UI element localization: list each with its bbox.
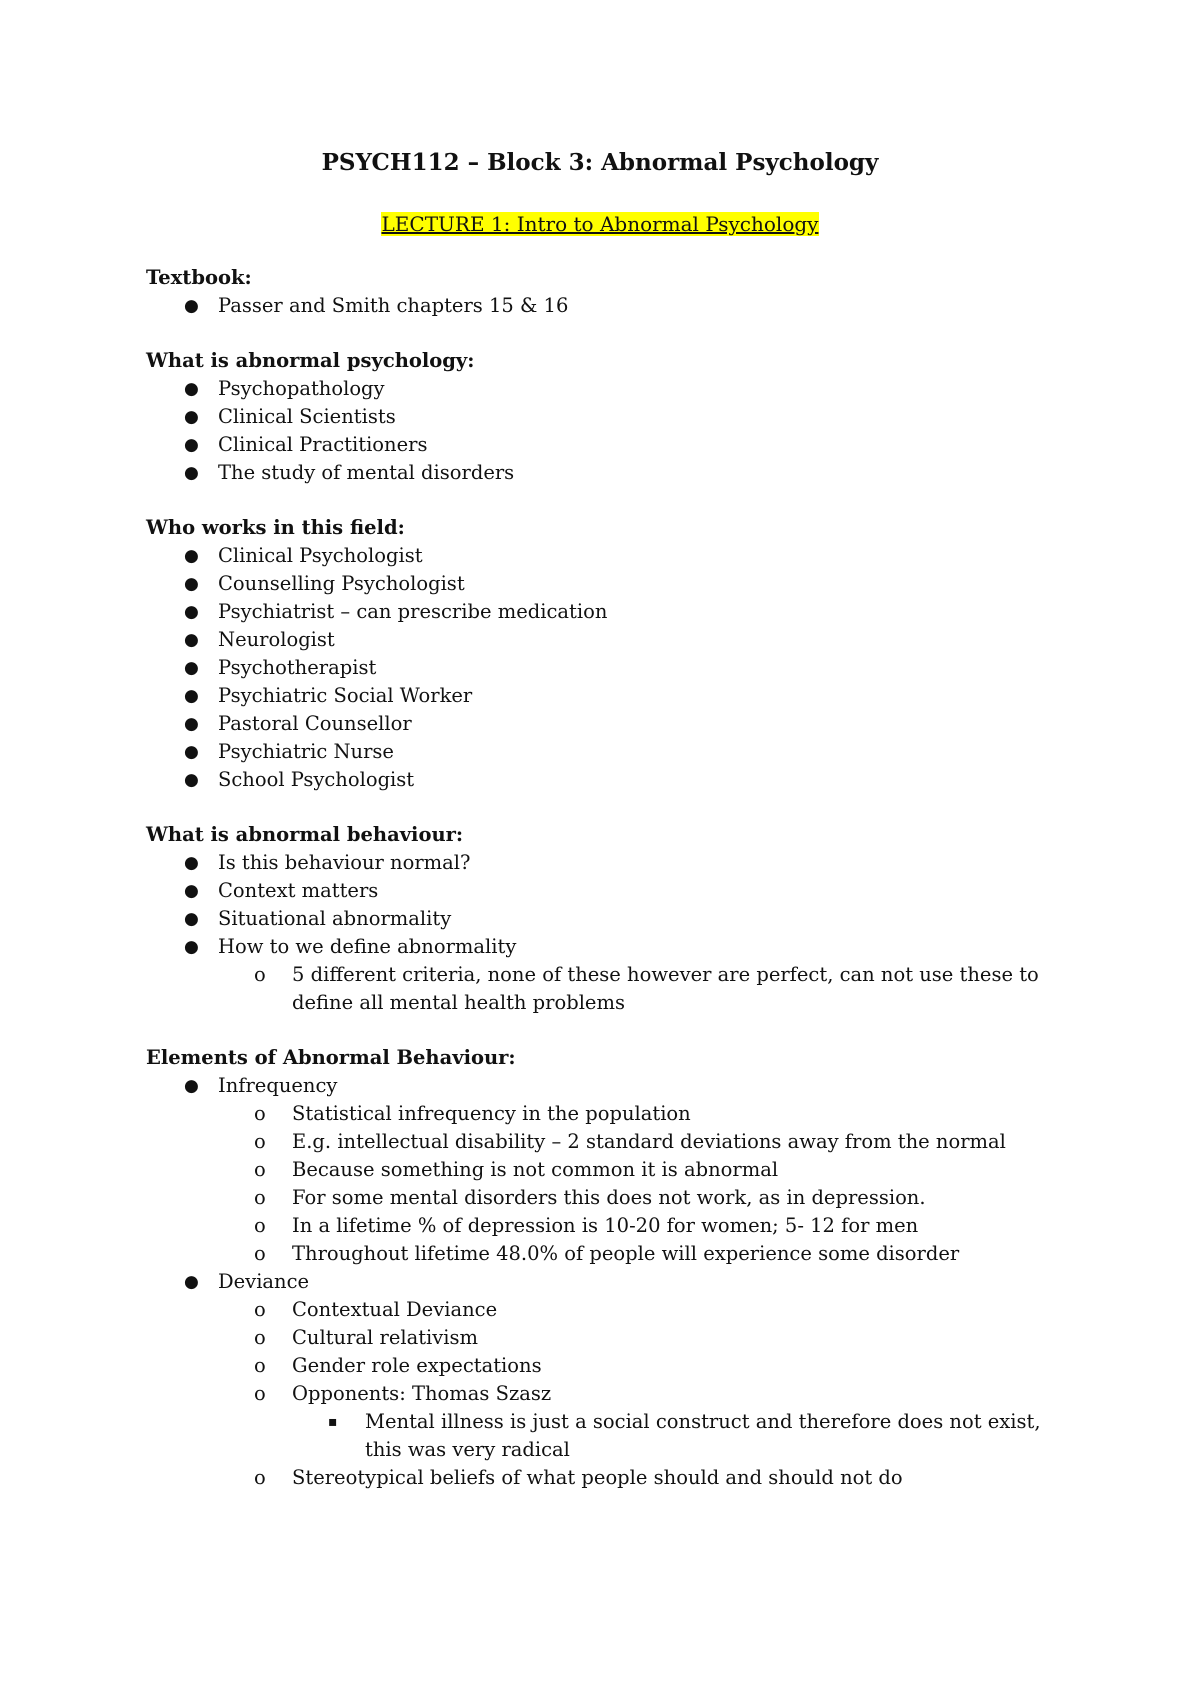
circle-bullet-icon: o bbox=[254, 1102, 266, 1125]
section-elements bbox=[146, 1044, 1046, 1492]
bullet-icon: ● bbox=[184, 742, 199, 762]
bullet-list bbox=[146, 542, 1046, 794]
circle-bullet-icon: o bbox=[254, 1354, 266, 1377]
sub-list-item: o 5 different criteria, none of these however are perfect, can not use these to define all mental health problems bbox=[254, 963, 1039, 1014]
list-item: ● Neurologist bbox=[146, 626, 1046, 654]
bullet-icon: ● bbox=[184, 658, 199, 678]
bullet-icon: ● bbox=[184, 937, 199, 957]
list-item: ● Passer and Smith chapters 15 & 16 bbox=[146, 292, 1046, 320]
sub-list-item: o Contextual Deviance bbox=[146, 1296, 1046, 1324]
list-item: ● Situational abnormality bbox=[146, 905, 1046, 933]
list-item: ● The study of mental disorders bbox=[146, 459, 1046, 487]
list-item: ● Clinical Practitioners bbox=[146, 431, 1046, 459]
list-item: ● School Psychologist bbox=[146, 766, 1046, 794]
circle-bullet-icon: o bbox=[254, 1158, 266, 1181]
sub-list-item: o Stereotypical beliefs of what people should and should not do bbox=[146, 1464, 1046, 1492]
bullet-icon: ● bbox=[184, 909, 199, 929]
list-item: ● How to we define abnormality bbox=[146, 933, 1046, 961]
bullet-icon: ● bbox=[184, 546, 199, 566]
bullet-icon: ● bbox=[184, 407, 199, 427]
sub-list-item: o Statistical infrequency in the population bbox=[146, 1100, 1046, 1128]
list-item: ● Clinical Psychologist bbox=[146, 542, 1046, 570]
bullet-icon: ● bbox=[184, 296, 199, 316]
sub-list-item: o Throughout lifetime 48.0% of people will experience some disorder bbox=[146, 1240, 1046, 1268]
bullet-icon: ● bbox=[184, 686, 199, 706]
list-item: ● Context matters bbox=[146, 877, 1046, 905]
section-abnormal-behaviour bbox=[146, 821, 1046, 1017]
section-heading: Who works in this field: bbox=[146, 516, 405, 539]
square-bullet-icon: ▪ bbox=[328, 1414, 338, 1430]
list-item: ● Is this behaviour normal? bbox=[146, 849, 1046, 877]
list-item: ● Psychotherapist bbox=[146, 654, 1046, 682]
list-item: ● Clinical Scientists bbox=[146, 403, 1046, 431]
bullet-icon: ● bbox=[184, 574, 199, 594]
circle-bullet-icon: o bbox=[254, 1130, 266, 1153]
circle-bullet-icon: o bbox=[254, 1298, 266, 1321]
section-who-works bbox=[146, 514, 1046, 794]
section-heading: What is abnormal psychology: bbox=[146, 349, 475, 372]
section-heading: Textbook: bbox=[146, 266, 252, 289]
section-textbook bbox=[146, 264, 1046, 320]
sub-list-item: o In a lifetime % of depression is 10-20 for women; 5- 12 for men bbox=[146, 1212, 1046, 1240]
bullet-icon: ● bbox=[184, 379, 199, 399]
lecture-heading bbox=[0, 211, 1200, 237]
sub-list-item: o For some mental disorders this does not work, as in depression. bbox=[146, 1184, 1046, 1212]
section-heading: Elements of Abnormal Behaviour: bbox=[146, 1046, 516, 1069]
sub-list-item: o Gender role expectations bbox=[146, 1352, 1046, 1380]
bullet-list bbox=[146, 849, 1046, 1017]
sub-list-item: o Because something is not common it is abnormal bbox=[146, 1156, 1046, 1184]
circle-bullet-icon: o bbox=[254, 1186, 266, 1209]
bullet-icon: ● bbox=[184, 435, 199, 455]
bullet-icon: ● bbox=[184, 770, 199, 790]
list-item: ● Psychiatric Nurse bbox=[146, 738, 1046, 766]
list-item: ● Counselling Psychologist bbox=[146, 570, 1046, 598]
bullet-icon: ● bbox=[184, 630, 199, 650]
bullet-icon: ● bbox=[184, 1076, 199, 1096]
sub-sub-list-item: ▪ Mental illness is just a social construct and therefore does not exist, this was very radical bbox=[328, 1410, 1041, 1461]
bullet-list bbox=[146, 375, 1046, 487]
circle-bullet-icon: o bbox=[254, 963, 266, 986]
bullet-icon: ● bbox=[184, 881, 199, 901]
circle-bullet-icon: o bbox=[254, 1326, 266, 1349]
circle-bullet-icon: o bbox=[254, 1382, 266, 1405]
list-item: ● Psychopathology bbox=[146, 375, 1046, 403]
lecture-highlight: LECTURE 1: Intro to Abnormal Psychology bbox=[381, 212, 819, 236]
circle-bullet-icon: o bbox=[254, 1214, 266, 1237]
list-item: ● Infrequency bbox=[146, 1072, 1046, 1100]
bullet-list bbox=[146, 292, 1046, 320]
section-what-is-abnormal-psychology bbox=[146, 347, 1046, 487]
sub-list-item: o Cultural relativism bbox=[146, 1324, 1046, 1352]
list-item: ● Psychiatric Social Worker bbox=[146, 682, 1046, 710]
bullet-icon: ● bbox=[184, 714, 199, 734]
bullet-icon: ● bbox=[184, 463, 199, 483]
list-item: ● Pastoral Counsellor bbox=[146, 710, 1046, 738]
bullet-icon: ● bbox=[184, 853, 199, 873]
list-item: ● Psychiatrist – can prescribe medication bbox=[146, 598, 1046, 626]
bullet-list bbox=[146, 1072, 1046, 1492]
section-heading: What is abnormal behaviour: bbox=[146, 823, 464, 846]
notes-body bbox=[146, 264, 1046, 1519]
circle-bullet-icon: o bbox=[254, 1466, 266, 1489]
sub-list-item: o Opponents: Thomas Szasz bbox=[146, 1380, 1046, 1408]
bullet-icon: ● bbox=[184, 1272, 199, 1292]
circle-bullet-icon: o bbox=[254, 1242, 266, 1265]
sub-list-item: o E.g. intellectual disability – 2 standard deviations away from the normal bbox=[146, 1128, 1046, 1156]
bullet-icon: ● bbox=[184, 602, 199, 622]
list-item: ● Deviance bbox=[146, 1268, 1046, 1296]
page-title: PSYCH112 – Block 3: Abnormal Psychology bbox=[321, 149, 879, 176]
